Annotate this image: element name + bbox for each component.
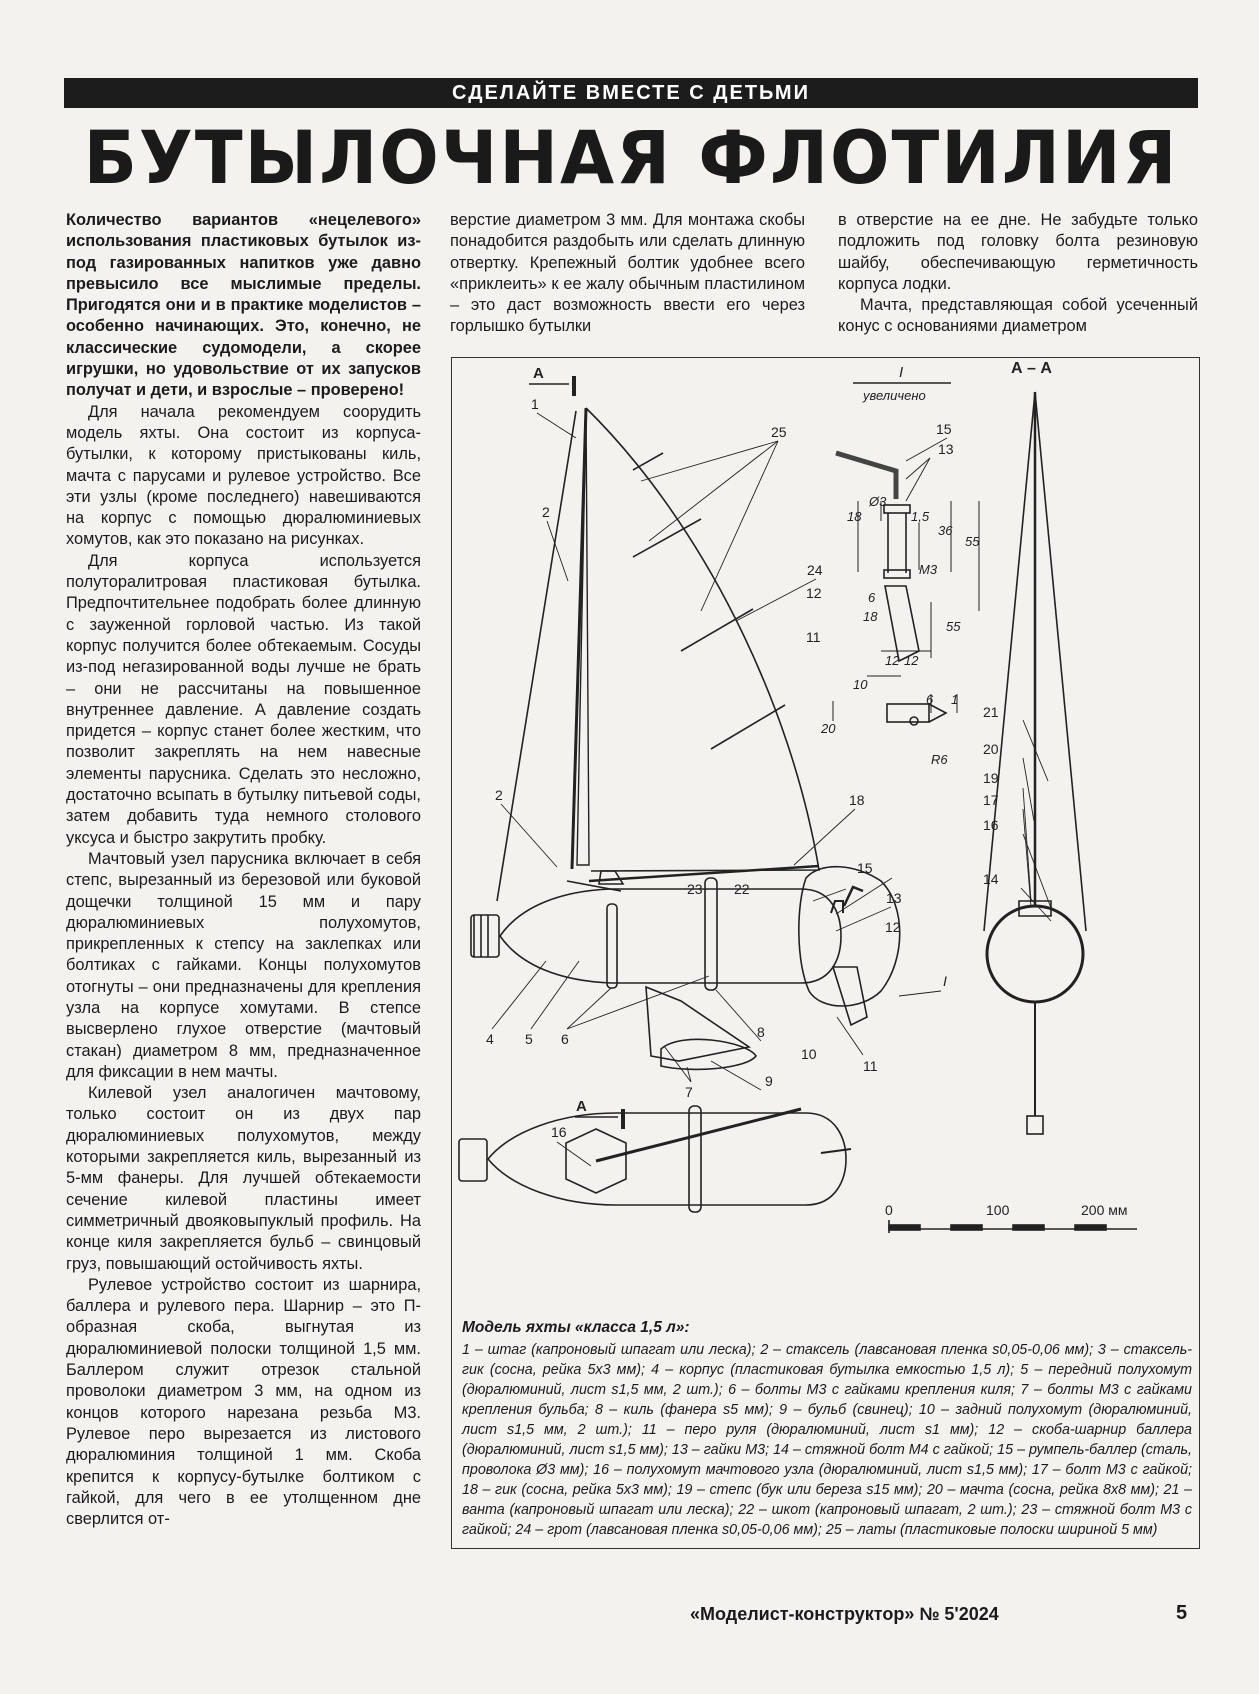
paragraph: Мачтовый узел парусника включает в себя степс, вырезанный из березовой или буковой дощечки толщиной 15 мм и пару дюралюминиевых полухомутов, прикрепленных к степсу на заклепках или болтиках с гайками. Концы полухомутов отогнуты – они предназначены для крепления узла на корпусе хомутами. В степсе высверлено глухое отверстие (мачтовый стакан) диаметром 8 мм, предназначенное для фиксации в нем мачты. [66,849,421,1081]
callout-11: 11 [863,1058,878,1074]
callout-13b: 13 [938,441,954,457]
callout-16: 16 [551,1124,567,1140]
section-a-label-lower: А [576,1098,587,1115]
callout-2: 2 [542,504,550,520]
callout-4: 4 [486,1031,494,1047]
section-a-label: А [533,365,544,382]
dim-6: 6 [868,590,876,605]
detail-i-label: I [899,364,904,381]
legend-text: 1 – штаг (капроновый шпагат или леска); 2 – стаксель (лавсановая пленка s0,05-0,06 мм); 3 – стаксель-гик (сосна, рейка 5х3 мм); 4 – корпус (пластиковая бутылка емкостью 1,5 л); 5 – передний полухомут (дюралюминий, лист s1,5 мм, 2 шт.); 6 – болты М3 с гайками крепления киля; 7 – болты М3 с гайками крепления бульба; 8 – киль (фанера s5 мм); 9 – бульб (свинец); 10 – задний полухомут (дюралюминий, лист s1,5 мм, 2 шт.); 11 – перо руля (дюралюминий, лист s1 мм); 12 – скоба-шарнир баллера (дюралюминий, лист s1,5 мм); 13 – гайки М3; 14 – стяжной болт М4 с гайкой; 15 – румпель-баллер (сталь, проволока Ø3 мм); 16 – полухомут мачтового узла (дюралюминий, лист s1,5 мм); 17 – болт М3 с гайкой; 18 – гик (сосна, рейка 5х3 мм); 19 – степс (бук или береза s15 мм); 20 – мачта (сосна, рейка 8х8 мм); 21 – ванта (капроновый шпагат или леска); 22 – шкот (капроновый шпагат, 2 шт.); 23 – стяжной болт М3 с гайкой; 24 – грот (лавсановая пленка s0,05-0,06 мм); 25 – латы (пластиковые полоски шириной 5 мм) [462,1342,1192,1538]
text-column-3 [838,210,1198,338]
scale-0: 0 [885,1202,893,1218]
callout-7: 7 [685,1084,693,1100]
callout-23: 23 [687,881,703,897]
paragraph: в отверстие на ее дне. Не забудьте только подложить под головку болта резиновую шайбу, обеспечивающую герметичность корпуса лодки. [838,211,1198,293]
dim-6b: 6 [926,692,934,707]
dim-1-5: 1,5 [911,509,930,524]
callout-14: 14 [983,871,999,887]
text-column-1 [66,210,421,1530]
magazine-footer: «Моделист-конструктор» № 5'2024 [690,1604,999,1624]
dim-18b: 18 [863,609,878,624]
callout-1: 1 [531,396,539,412]
dim-20: 20 [821,721,836,736]
dim-10: 10 [853,677,868,692]
callout-24: 24 [807,562,823,578]
callout-15: 15 [857,860,873,876]
dim-12b: 12 [904,653,919,668]
paragraph: Рулевое устройство состоит из шарнира, баллера и рулевого пера. Шарнир – это П-образная скоба, выгнутая из дюралюминиевой полоски толщиной 1,5 мм. Баллером служит отрезок стальной проволоки диаметром 3 мм, на одном из концов которого нарезана резьба М3. Рулевое перо вырезается из листового дюралюминия толщиной 1 мм. Скоба крепится к корпусу-бутылке болтиком с гайкой, для чего в ее утолщенном дне сверлится от- [66,1275,421,1529]
callout-6: 6 [561,1031,569,1047]
dim-1: 1 [951,692,959,707]
callout-17: 17 [983,792,999,808]
legend-title: Модель яхты «класса 1,5 л»: [462,1319,690,1336]
callout-20: 20 [983,741,999,757]
callout-2b: 2 [495,787,503,803]
section-banner: СДЕЛАЙТЕ ВМЕСТЕ С ДЕТЬМИ [64,78,1198,108]
callout-i: I [943,973,947,989]
callout-22: 22 [734,881,750,897]
figure-legend [462,1318,1192,1540]
lead-paragraph: Количество вариантов «нецелевого» использования пластиковых бутылок из-под газированных напитков уже давно превысило все мыслимые пределы. Пригодятся они и в практике моделистов – особенно начинающих. Это, конечно, не классические судомодели, а скорее игрушки, но удовольствие от их запусков получат и дети, и взрослые – проверено! [66,211,421,400]
callout-11b: 11 [806,629,821,645]
callout-21: 21 [983,704,999,720]
text-column-2 [450,210,805,338]
callout-18: 18 [849,792,865,808]
article-title: БУТЫЛОЧНАЯ ФЛОТИЛИЯ [83,114,1179,202]
scale-100: 100 [986,1202,1010,1218]
paragraph: Килевой узел аналогичен мачтовому, только состоит он из двух пар дюралюминиевых полухомутов, между которыми закрепляется киль, вырезанный из 5-мм фанеры. Для лучшей обтекаемости сечение килевой пластины имеет симметричный двояковыпуклый профиль. На конце киля закрепляется бульб – свинцовый груз, повышающий остойчивость яхты. [66,1084,421,1273]
callout-10: 10 [801,1046,817,1062]
scale-200: 200 мм [1081,1202,1128,1218]
dim-55b: 55 [946,619,961,634]
dim-36: 36 [938,523,953,538]
callout-15b: 15 [936,421,952,437]
callout-9: 9 [765,1073,773,1089]
paragraph: Мачта, представляющая собой усеченный конус с основаниями диаметром [838,296,1198,336]
enlarged-label: увеличено [863,388,926,403]
dim-55: 55 [965,534,980,549]
section-aa-label: А – А [1011,360,1052,377]
callout-13: 13 [886,890,902,906]
callout-16b: 16 [983,817,999,833]
paragraph: Для корпуса используется полуторалитровая пластиковая бутылка. Предпочтительнее подобрать более длинную с зауженной горловой частью. Из такой корпус получится более обтекаемым. Сосуды из-под негазированной воды лучше не брать – они не рассчитаны на повышенное внутреннее давление. А давление создать придется – корпус станет более жестким, что позволит закреплять на нем навесные элементы парусника. Сделать это несложно, достаточно всыпать в бутылку питьевой соды, затем добавить туда немного столового уксуса и быстро закрутить пробку. [66,551,421,847]
callout-19: 19 [983,770,999,786]
paragraph: верстие диаметром 3 мм. Для монтажа скобы понадобится раздобыть или сделать длинную отвертку. Крепежный болтик удобнее всего «приклеить» к ее жалу обычным пластилином – это даст возможность ввести его через горлышко бутылки [450,211,805,336]
callout-25: 25 [771,424,787,440]
callout-8: 8 [757,1024,765,1040]
dim-18: 18 [847,509,862,524]
dim-r6: R6 [931,752,948,767]
page-number: 5 [1176,1602,1188,1624]
callout-5: 5 [525,1031,533,1047]
callout-12b: 12 [806,585,822,601]
dim-phi3: Ø3 [869,494,887,509]
dim-12a: 12 [885,653,900,668]
dim-m3: М3 [919,562,938,577]
paragraph: Для начала рекомендуем соорудить модель яхты. Она состоит из корпуса-бутылки, к которому пристыкованы киль, мачта с парусами и рулевое устройство. Все эти узлы (кроме последнего) навешиваются на корпус с помощью дюралюминиевых хомутов, как это показано на рисунках. [66,402,421,549]
callout-12: 12 [885,919,901,935]
yacht-drawing [452,358,1199,1318]
